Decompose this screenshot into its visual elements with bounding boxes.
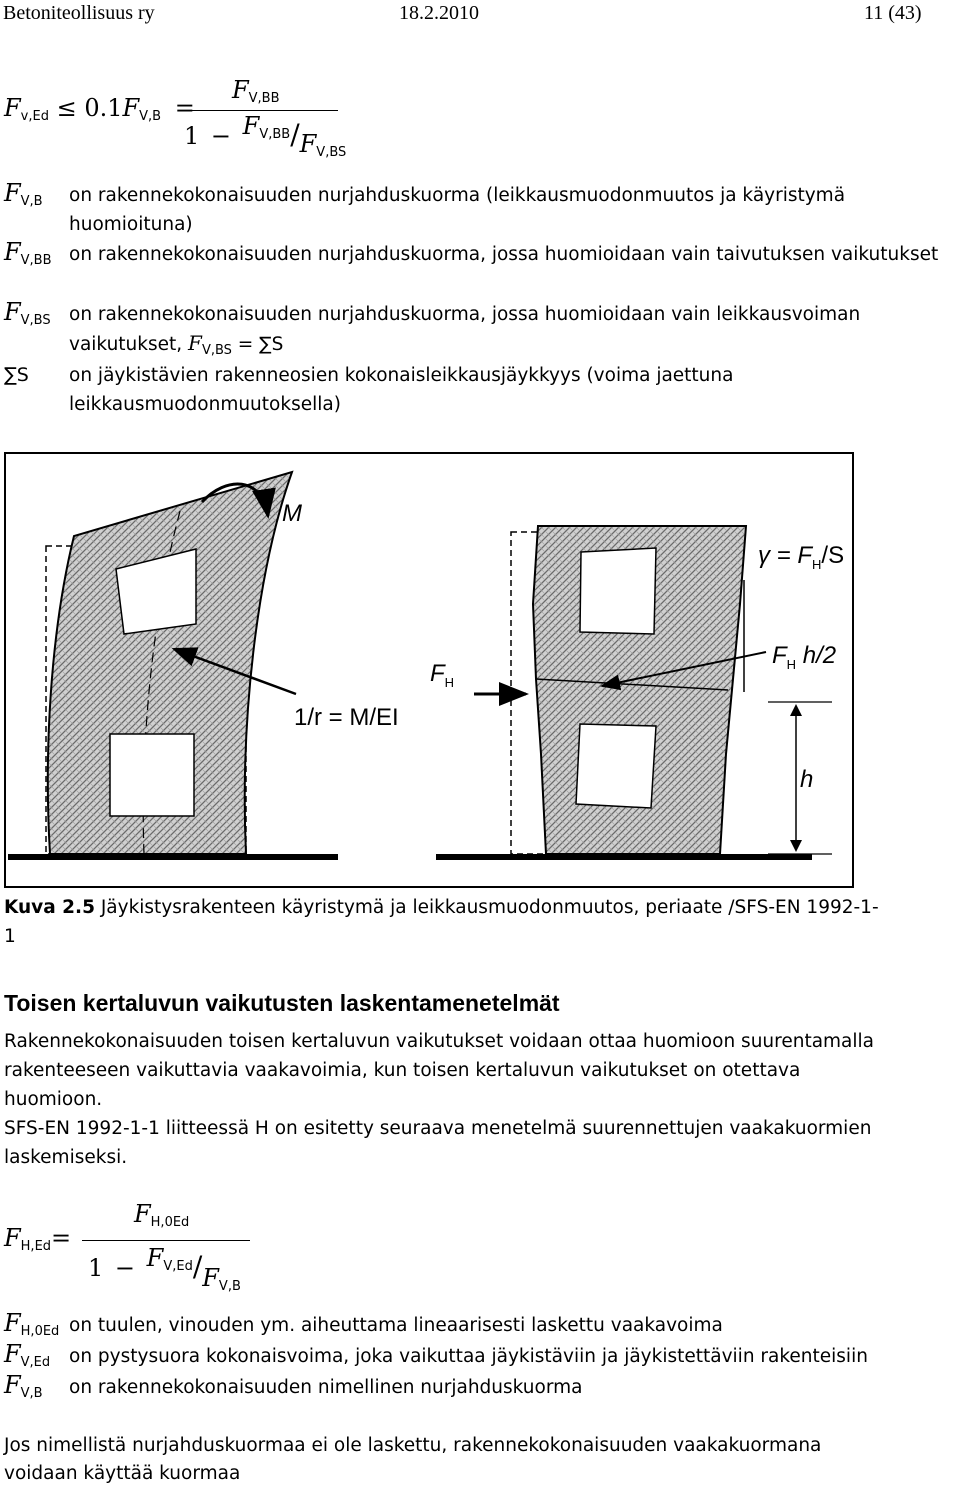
definition-item	[0, 240, 960, 300]
eq2-lhs: $F_{H,Ed}=$	[4, 1224, 72, 1254]
definition-text: on rakennekokonaisuuden nurjahduskuorma, jossa huomioidaan vain leikkausvoiman vaikutukset, $F_{V,BS} = \sum S$	[69, 304, 861, 358]
definition-item	[0, 1373, 960, 1403]
definition-symbol: $F_{V,B}$	[4, 1371, 43, 1401]
definition-text: on jäykistävien rakenneosien kokonaisleikkausjäykkyys (voima jaettuna leikkausmuodonmuutoksella)	[69, 365, 734, 415]
definition-symbol: ∑S	[4, 364, 29, 386]
definition-item	[0, 361, 960, 421]
header-date: 18.2.2010	[399, 2, 479, 24]
height-label: h	[800, 766, 814, 793]
eq2-numerator: $F_{H,0Ed}$	[134, 1200, 190, 1230]
definition-item	[0, 181, 960, 241]
definition-symbol: $F_{V,BB}$	[4, 238, 52, 268]
figure-caption: Kuva 2.5 Jäykistysrakenteen käyristymä ja leikkausmuodonmuutos, periaate /SFS-EN 1992-1-	[4, 897, 879, 918]
definition-item	[0, 300, 960, 360]
definition-text: on rakennekokonaisuuden nimellinen nurjahduskuorma	[69, 1377, 583, 1398]
horizontal-force-label: $F_H$	[430, 660, 455, 690]
shear-strain-label: $\gamma = F_H/S$	[758, 542, 845, 572]
curvature-label: 1/r = M/EI	[294, 704, 399, 731]
definition-symbol: $F_{V,Ed}$	[4, 1340, 51, 1370]
header-page-number: 11 (43)	[864, 2, 922, 24]
closing-line-1: Jos nimellistä nurjahduskuormaa ei ole laskettu, rakennekokonaisuuden vaakakuormana	[4, 1435, 822, 1456]
closing-line-2: voidaan käyttää kuormaa	[4, 1463, 241, 1484]
definition-symbol: $F_{H,0Ed}$	[4, 1309, 60, 1339]
figure-caption-line2: 1	[4, 926, 16, 947]
eq1-lhs: $F_{v,Ed} \le 0.1F_{V,B}$ =	[4, 94, 195, 124]
bending-wall	[46, 472, 296, 854]
header-organization: Betoniteollisuus ry	[3, 2, 155, 24]
section-paragraph-2: SFS-EN 1992-1-1 liitteessä H on esitetty seuraava menetelmä suurennettujen vaakakuormien laskemiseksi.	[4, 1118, 872, 1168]
eq1-numerator: $F_{V,BB}$	[232, 76, 280, 106]
moment-label: M	[282, 500, 302, 527]
moment-fh-h2-label: $F_H$ h/2	[772, 642, 837, 672]
section-paragraph-1: Rakennekokonaisuuden toisen kertaluvun vaikutukset voidaan ottaa huomioon suurentamalla rakenteeseen vaikuttavia vaakavoimia, kun toisen kertaluvun vaikutukset on otettava huomioon.	[4, 1031, 875, 1110]
eq2-denominator: $1 - F_{V,Ed}/F_{V,B}$	[88, 1244, 241, 1294]
definition-text: on tuulen, vinouden ym. aiheuttama lineaarisesti laskettu vaakavoima	[69, 1315, 723, 1336]
definition-item	[0, 1342, 960, 1372]
definition-item	[0, 1311, 960, 1341]
definition-text: on pystysuora kokonaisvoima, joka vaikuttaa jäykistäviin ja jäykistettäviin rakenteisiin	[69, 1346, 868, 1367]
definition-text: on rakennekokonaisuuden nurjahduskuorma, jossa huomioidaan vain taivutuksen vaikutukset	[69, 244, 939, 265]
figure-frame	[4, 452, 854, 888]
section-heading: Toisen kertaluvun vaikutusten laskentamenetelmät	[4, 990, 560, 1016]
definition-symbol: $F_{V,BS}$	[4, 298, 51, 328]
eq1-fraction-bar	[178, 110, 338, 111]
definition-symbol: $F_{V,B}$	[4, 179, 43, 209]
shearing-wall	[474, 526, 832, 854]
eq1-denominator: $1 - F_{V,BB}/F_{V,BS}$	[184, 112, 347, 160]
eq2-fraction-bar	[82, 1240, 250, 1241]
definition-text: on rakennekokonaisuuden nurjahduskuorma (leikkausmuodonmuutos ja käyristymä huomioituna)	[69, 185, 846, 235]
figure-drawing	[6, 454, 852, 886]
